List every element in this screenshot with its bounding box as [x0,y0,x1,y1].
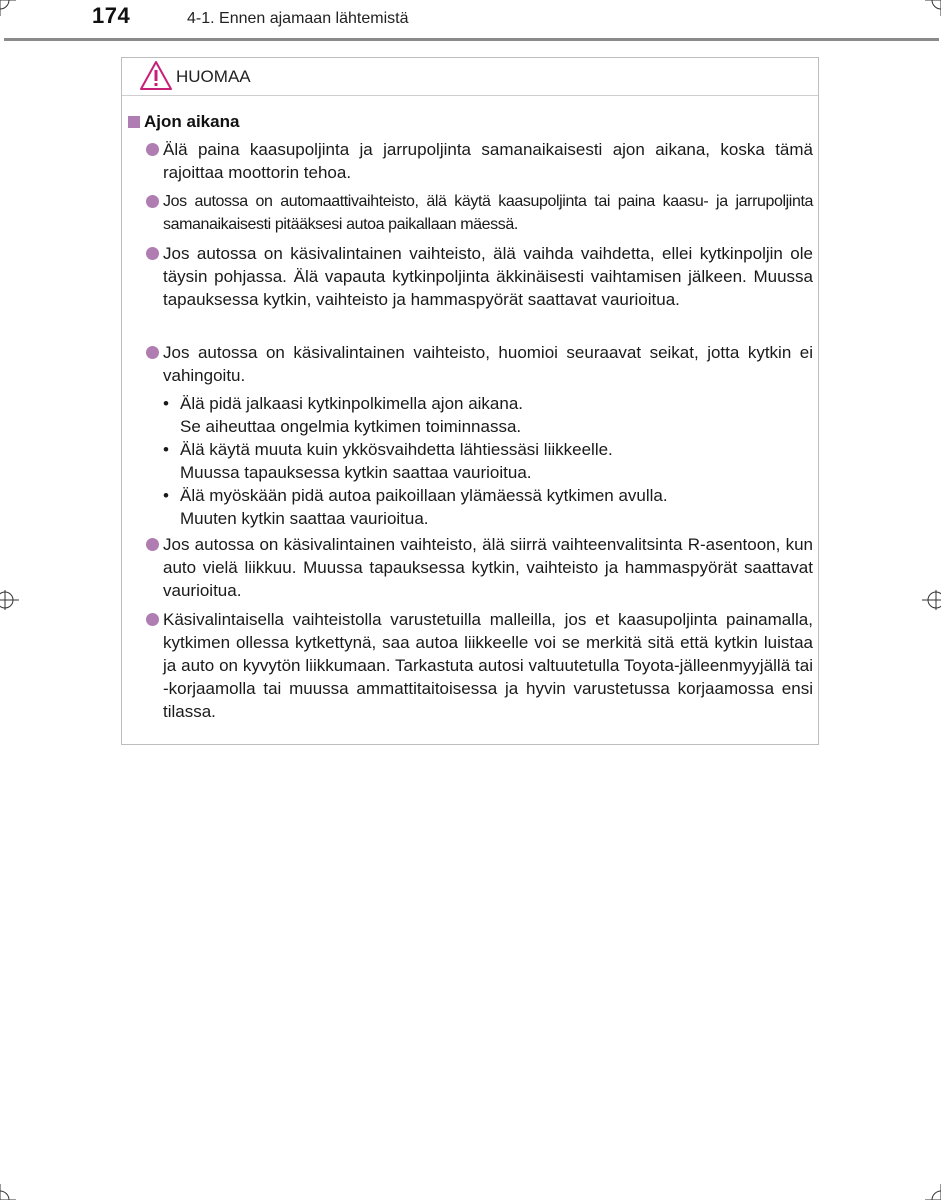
subheading-text: Ajon aikana [144,112,240,131]
list-item: Älä paina kaasupoljinta ja jarrupoljinta samanaikaisesti ajon aikana, koska tämä rajoittaa moottorin tehoa. [163,138,813,184]
sub-list-item: • Älä myöskään pidä autoa paikoillaan ylämäessä kytkimen avulla. Muuten kytkin saattaa vaurioitua. [163,486,668,528]
notice-title: HUOMAA [176,67,251,86]
warning-triangle-icon [139,60,173,91]
section-title: 4-1. Ennen ajamaan lähtemistä [187,10,409,27]
circle-bullet-icon [146,143,159,156]
registration-mark-icon [923,0,941,18]
list-item: Jos autossa on automaattivaihteisto, älä käytä kaasupoljinta tai paina kaasu- ja jarrupoljinta samanaikaisesti pitääksesi autoa paikallaan mäessä. [163,190,813,236]
list-item: Jos autossa on käsivalintainen vaihteisto, älä vaihda vaihdetta, ellei kytkinpoljin ole täysin pohjassa. Älä vapauta kytkinpoljinta äkkinäisesti vaihtamisen jälkeen. Muussa tapauksessa kytkin, vaihteisto ja hammaspyörät saattavat vaurioitua. [163,242,813,311]
notice-box [121,57,819,745]
bullet-icon: • [163,486,169,505]
square-bullet-icon [128,116,140,128]
notice-header [122,58,818,96]
sub-list-item: • Älä käytä muuta kuin ykkösvaihdetta lähtiessäsi liikkeelle. Muussa tapauksessa kytkin saattaa vaurioitua. [163,440,613,482]
list-item: Jos autossa on käsivalintainen vaihteisto, huomioi seuraavat seikat, jotta kytkin ei vahingoitu. [163,341,813,387]
page-number: 174 [92,3,131,28]
registration-mark-icon [921,589,941,611]
list-item: Jos autossa on käsivalintainen vaihteisto, älä siirrä vaihteenvalitsinta R-asentoon, kun auto vielä liikkuu. Muussa tapauksessa kytkin, vaihteisto ja hammaspyörät saattavat vaurioitua. [163,533,813,602]
registration-mark-icon [0,589,20,611]
header-rule [4,38,939,41]
circle-bullet-icon [146,195,159,208]
bullet-icon: • [163,440,169,459]
list-item: Käsivalintaisella vaihteistolla varustetuilla malleilla, jos et kaasupoljinta painamalla, kytkimen ollessa kytkettynä, saa autoa liikkeelle voi se merkitä sitä että kytkin luistaa ja auto on kyvytön liikkumaan. Tarkastuta autosi valtuutetulla Toyota-jälleenmyyjällä tai -korjaamolla tai muussa ammattitaitoisessa ja hyvin varustetussa korjaamossa ensi tilassa. [163,608,813,723]
subheading [128,112,239,132]
registration-mark-icon [0,1182,18,1200]
circle-bullet-icon [146,538,159,551]
circle-bullet-icon [146,247,159,260]
registration-mark-icon [923,1182,941,1200]
registration-mark-icon [0,0,18,18]
sub-list-item: • Älä pidä jalkaasi kytkinpolkimella ajon aikana. Se aiheuttaa ongelmia kytkimen toiminnassa. [163,394,524,436]
circle-bullet-icon [146,346,159,359]
bullet-icon: • [163,394,169,413]
circle-bullet-icon [146,613,159,626]
